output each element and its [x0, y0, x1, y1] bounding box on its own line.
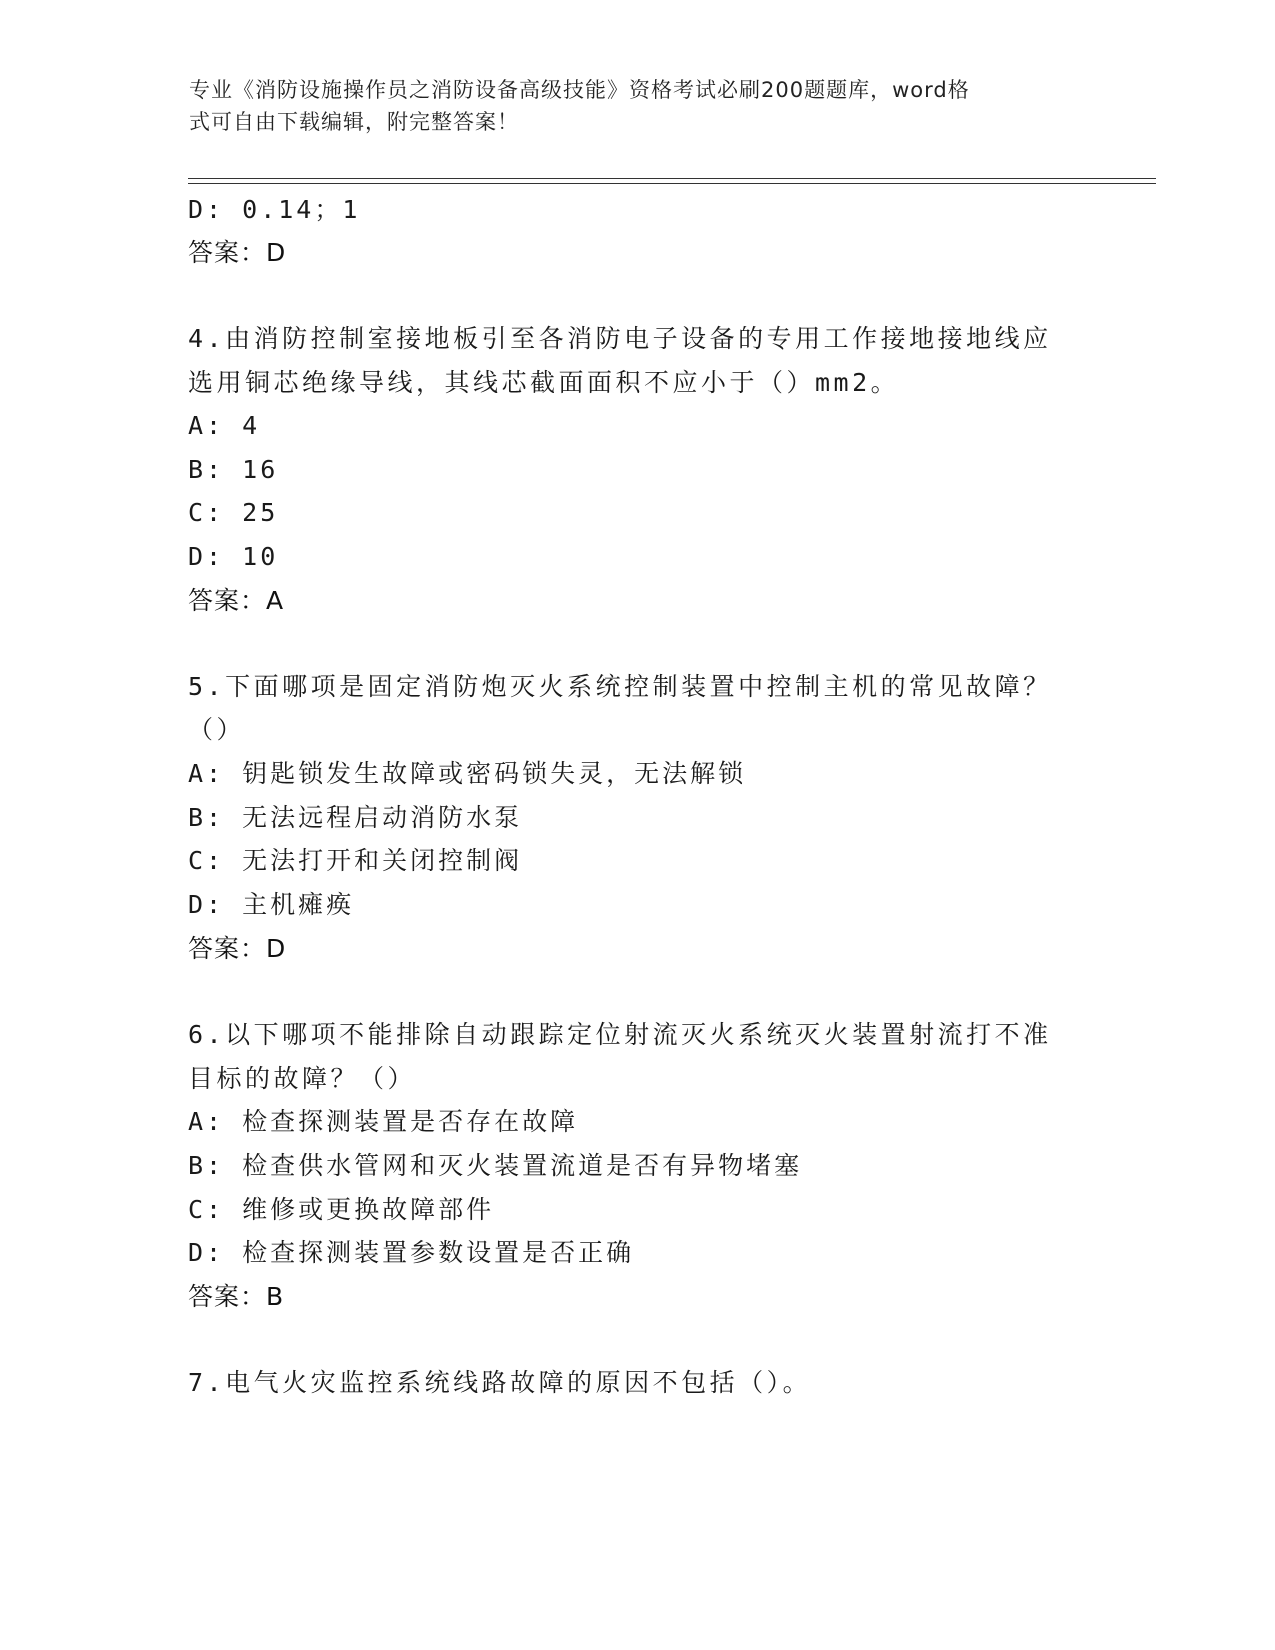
document-header — [189, 74, 1079, 138]
header-divider-top — [188, 178, 1156, 179]
prev-option-d: D: 0.14；1 — [188, 195, 361, 224]
question-5-option-d: D: 主机瘫痪 — [188, 890, 355, 919]
question-6-option-c: C: 维修或更换故障部件 — [188, 1195, 495, 1224]
header-title-line-2: 式可自由下载编辑，附完整答案！ — [189, 110, 519, 134]
question-6-answer: 答案：B — [188, 1282, 285, 1311]
question-5-option-b: B: 无法远程启动消防水泵 — [188, 803, 523, 832]
prev-answer: 答案：D — [188, 238, 287, 267]
question-4-option-b: B: 16 — [188, 455, 279, 484]
question-6-text-line-2: 目标的故障？（） — [188, 1064, 417, 1093]
question-4-text-line-1: 4.由消防控制室接地板引至各消防电子设备的专用工作接地接地线应 — [188, 324, 1052, 353]
question-5-answer: 答案：D — [188, 934, 287, 963]
question-6-option-d: D: 检查探测装置参数设置是否正确 — [188, 1238, 635, 1267]
question-4-text-line-2: 选用铜芯绝缘导线，其线芯截面面积不应小于（）mm2。 — [188, 368, 900, 397]
question-4-option-a: A: 4 — [188, 411, 261, 440]
question-6-option-b: B: 检查供水管网和灭火装置流道是否有异物堵塞 — [188, 1151, 803, 1180]
question-5-text-line-2: （） — [188, 715, 246, 744]
question-7-text-line-1: 7.电气火灾监控系统线路故障的原因不包括（）。 — [188, 1368, 812, 1397]
header-title-line-1: 专业《消防设施操作员之消防设备高级技能》资格考试必刷200题题库，word格 — [189, 78, 970, 102]
question-5-option-c: C: 无法打开和关闭控制阀 — [188, 846, 523, 875]
question-4-answer: 答案：A — [188, 586, 285, 615]
question-4-option-d: D: 10 — [188, 542, 279, 571]
question-4-option-c: C: 25 — [188, 498, 279, 527]
question-5-text-line-1: 5.下面哪项是固定消防炮灭火系统控制装置中控制主机的常见故障？ — [188, 672, 1052, 701]
header-divider-bottom — [188, 183, 1156, 184]
question-6-text-line-1: 6.以下哪项不能排除自动跟踪定位射流灭火系统灭火装置射流打不准 — [188, 1020, 1052, 1049]
question-6-option-a: A: 检查探测装置是否存在故障 — [188, 1107, 579, 1136]
question-5-option-a: A: 钥匙锁发生故障或密码锁失灵，无法解锁 — [188, 759, 747, 788]
